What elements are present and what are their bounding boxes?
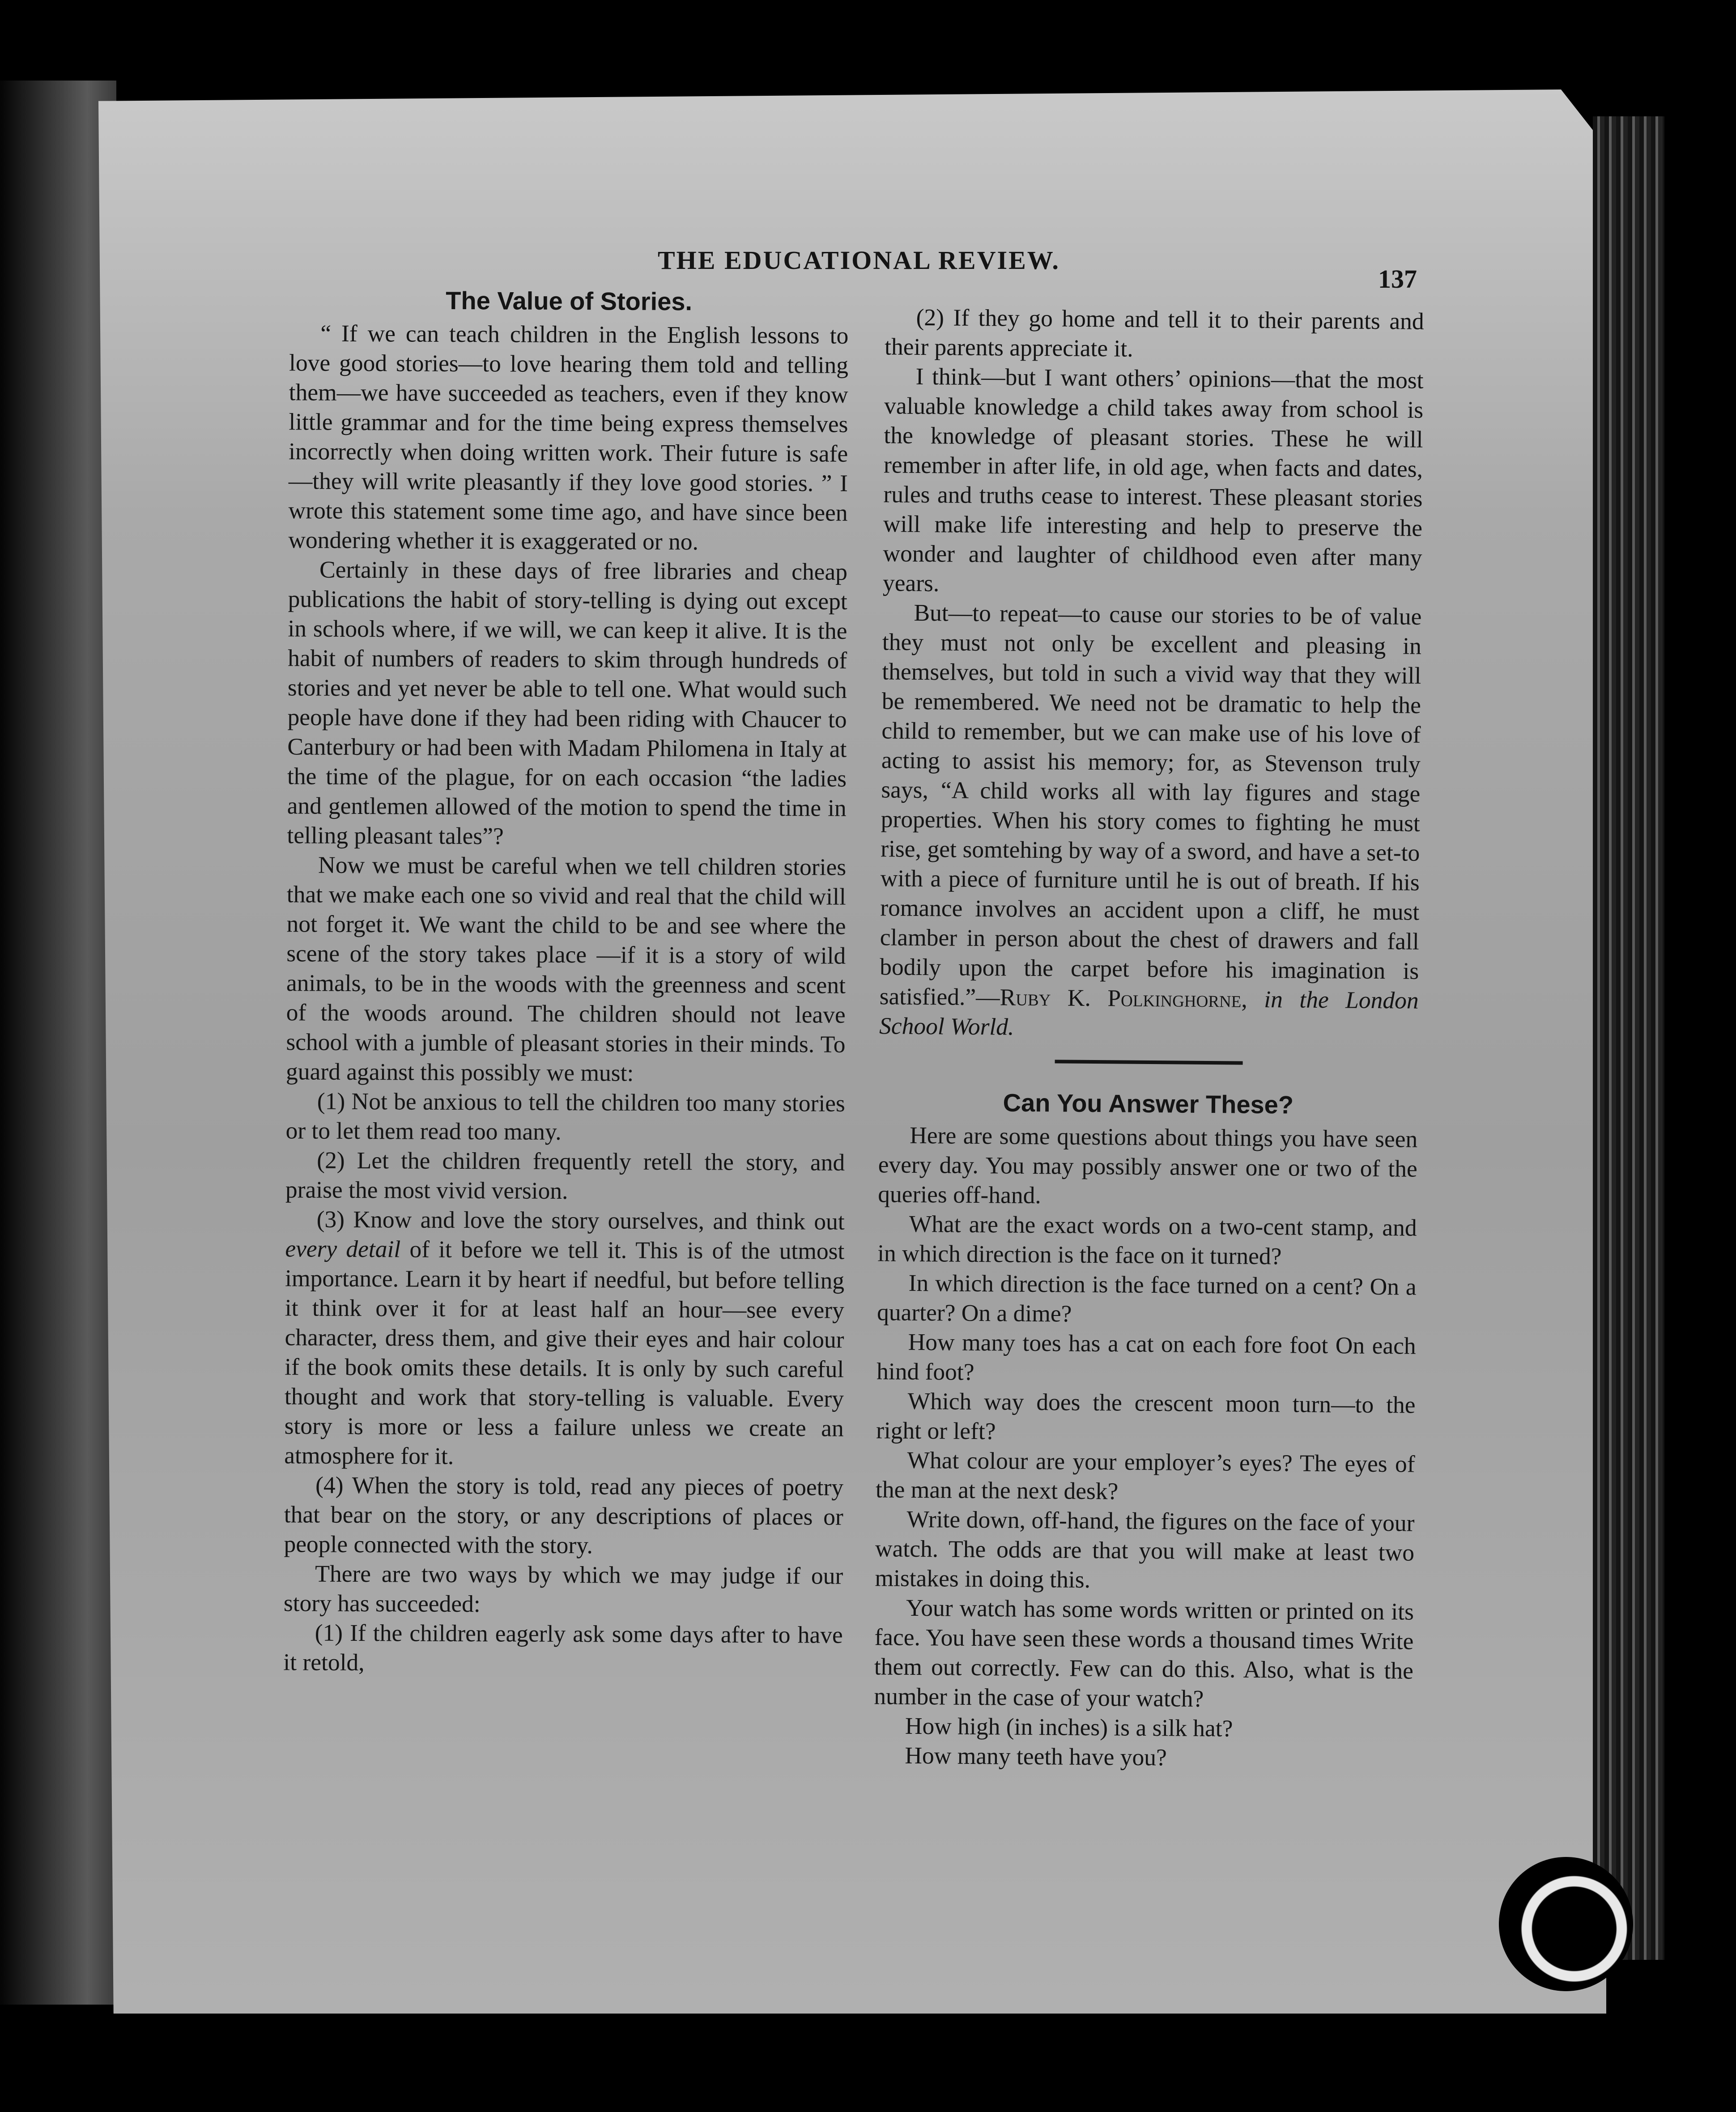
article-title-can-you-answer: Can You Answer These? — [1003, 1088, 1294, 1119]
question: How many teeth have you? — [905, 1742, 1167, 1771]
paragraph: “ If we can teach children in the English lessons to love good stories—to love hearing them told and telling them—we have succeeded as teachers, even if they know little grammar and for the time being express themselves incorrectly when doing written work. Their future is safe—they will write pleasantly if they love good stories. ” I wrote this statement some time ago, and have since been wondering whether it is exaggerated or no. — [288, 319, 849, 555]
question: Which way does the crescent moon turn—to the right or left? — [876, 1387, 1416, 1445]
paragraph: Certainly in these days of free libraries and cheap publications the habit of story-telling is dying out except in schools where, if we will, we can keep it alive. It is the habit of numbers of readers to skim through hundreds of stories and yet never be able to tell one. What would such people have done if they had been riding with Chaucer to Canterbury or had been with Madam Philomena in Italy at the time of the plague, for on each occasion “the ladies and gentlemen allowed of the motion to spend the time in telling pleasant tales”? — [287, 556, 848, 850]
list-item: (4) When the story is told, read any pieces of poetry that bear on the story, or any descriptions of places or people connected with the story. — [284, 1471, 844, 1559]
paragraph: Here are some questions about things you have seen every day. You may possibly answer one or two of the queries off-hand. — [878, 1121, 1418, 1209]
running-header: THE EDUCATIONAL REVIEW. — [658, 246, 1060, 275]
question: How many toes has a cat on each fore foot On each hind foot? — [876, 1328, 1416, 1385]
question: What colour are your employer’s eyes? The eyes of the man at the next desk? — [875, 1446, 1415, 1505]
page-edges-right — [1593, 116, 1664, 1960]
list-item: (2) If they go home and tell it to their parents and their parents appreciate it. — [884, 303, 1424, 362]
list-item: (1) If the children eagerly ask some days after to have it retold, — [283, 1619, 843, 1676]
paragraph — [879, 597, 1422, 1044]
left-page-edge — [0, 81, 116, 2005]
paragraph: I think—but I want others’ opinions—that the most valuable knowledge a child takes away from school is the knowledge of pleasant stories. These he will remember in after life, in old age, when facts and dates, rules and truths cease to interest. These pleasant stories will make life interesting and help to preserve the wonder and laughter of childhood even after many years. — [882, 362, 1424, 597]
list-item: (2) Let the children frequently retell the story, and praise the most vivid version. — [285, 1146, 845, 1205]
emphasis-text: every detail — [285, 1235, 401, 1263]
question: In which direction is the face turned on a cent? On a quarter? On a dime? — [877, 1269, 1417, 1327]
paragraph: Now we must be careful when we tell children stories that we make each one so vivid and real that the child will not forget it. We want the child to be and see where the scene of the story takes place —if it is a story of wild animals, to be in the woods with the greenness and scent of the woods around. The children should not leave school with a jumble of pleasant stories in their minds. To guard against this possibly we must: — [285, 851, 847, 1086]
article-title-value-of-stories: The Value of Stories. — [446, 286, 693, 316]
question: How high (in inches) is a silk hat? — [905, 1712, 1233, 1742]
paragraph-text: But—to repeat—to cause our stories to be of value they must not only be excellent and pleasing in themselves, but told in such a vivid way that they will be remembered. We need not be dramatic to help the child to remember, but we can make use of his love of acting to assist his memory; for, as Stevenson truly says, “A child works all with lay figures and stage properties. When his story comes to fighting he must rise, get somtehing by way of a sword, and have a set-to with a piece of furniture until he is out of breath. If his romance involves an accident upon a cliff, he must clamber in person about the chest of drawers and fall bodily upon the carpet before his imagination is satisfied.”— — [879, 599, 1422, 1011]
paragraph-text: (3) Know and love the story ourselves, and think out — [316, 1205, 845, 1235]
section-divider — [1055, 1060, 1242, 1065]
list-item — [284, 1204, 845, 1472]
paragraph-text: of it before we tell it. This is of the utmost importance. Learn it by heart if needful, but before telling it think over it for at least half an hour—see every character, dress them, and give their eyes and hair colour if the book omits these details. It is only by such careful thought and work that story-telling is valuable. Every story is more or less a failure unless we create an atmosphere for it. — [284, 1235, 845, 1469]
page-number: 137 — [1378, 264, 1417, 294]
list-item: (1) Not be anxious to tell the children too many stories or to let them read too many. — [285, 1087, 845, 1145]
paragraph: There are two ways by which we may judge if our story has succeeded: — [283, 1560, 843, 1618]
column-left — [283, 285, 849, 1679]
question: Your watch has some words written or printed on its face. You have seen these words a thousand times Write them out correctly. Few can do this. Also, what is the number in the case of your watch? — [874, 1594, 1414, 1712]
source-citation: in the London School World. — [879, 985, 1419, 1040]
author-signature: Ruby K. Polkinghorne, — [1000, 984, 1248, 1013]
question: What are the exact words on a two-cent stamp, and in which direction is the face on it turned? — [877, 1210, 1417, 1270]
column-right — [873, 302, 1424, 1774]
question: Write down, off-hand, the figures on the face of your watch. The odds are that you will make at least two mistakes in doing this. — [875, 1505, 1415, 1593]
